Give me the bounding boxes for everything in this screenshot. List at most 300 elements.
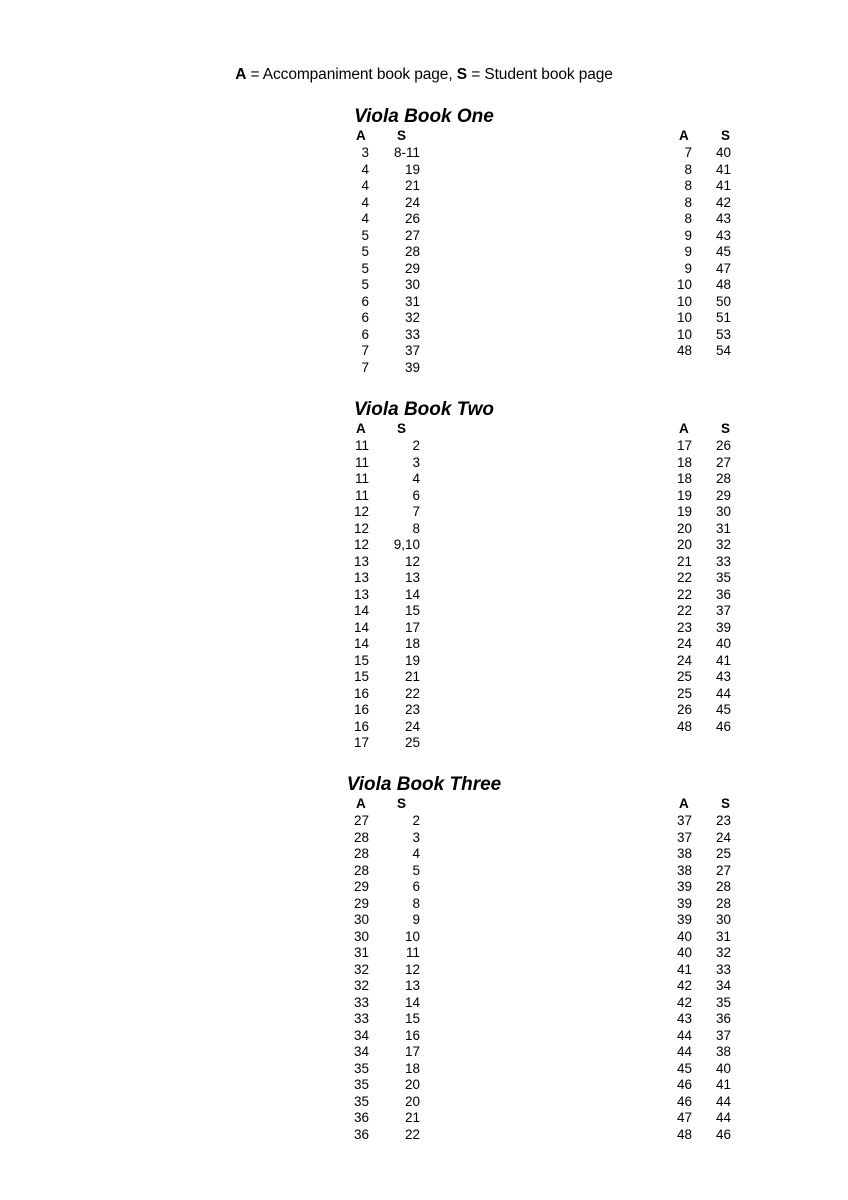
accompaniment-page-cell [114,360,369,377]
accompaniment-page: 46 [676,1093,692,1109]
legend-s-text: = Student book page [467,66,613,83]
accompaniment-page-cell [445,636,692,653]
accompaniment-header: A [356,796,366,811]
accompaniment-page: 39 [676,912,692,927]
accompaniment-page-cell [114,962,369,979]
student-page: 24 [715,829,731,845]
accompaniment-page-cell [114,1110,369,1127]
accompaniment-page: 13 [353,570,369,585]
accompaniment-page-cell [445,504,692,521]
student-page: 44 [715,1093,731,1109]
accompaniment-page: 27 [353,813,369,828]
student-page: 23 [404,702,420,717]
student-page: 4 [412,846,420,861]
accompaniment-page-cell [445,327,692,344]
student-header: S [721,128,731,143]
accompaniment-page: 7 [684,145,692,160]
student-page: 32 [404,310,420,325]
student-page: 4 [412,471,420,486]
accompaniment-page-cell [114,327,369,344]
accompaniment-page: 11 [354,471,369,486]
accompaniment-page-cell [445,1028,692,1045]
student-page: 12 [404,553,420,569]
student-page: 32 [715,945,731,960]
accompaniment-page-cell [114,813,369,830]
accompaniment-page-cell [445,719,692,736]
legend [0,66,848,84]
student-page: 24 [404,718,420,734]
student-page: 27 [715,454,731,470]
student-page: 41 [715,652,731,668]
student-page: 42 [715,194,731,210]
student-header: S [397,796,407,811]
accompaniment-page: 10 [676,293,692,309]
accompaniment-page: 13 [353,586,369,602]
student-page: 48 [715,277,731,292]
accompaniment-page-cell [445,1044,692,1061]
legend-s-key: S [456,66,467,83]
accompaniment-page-cell [445,879,692,896]
book-title: Viola Book Three [346,774,502,795]
student-page: 17 [404,1044,420,1059]
student-page: 10 [404,928,420,944]
accompaniment-page-cell [114,537,369,554]
accompaniment-page: 16 [353,718,369,734]
accompaniment-page: 37 [676,813,692,828]
accompaniment-page-cell [445,554,692,571]
accompaniment-page: 12 [353,537,369,552]
student-page: 3 [412,829,420,845]
accompaniment-page: 8 [684,194,692,210]
student-page: 51 [715,310,731,325]
student-page: 27 [404,227,420,243]
accompaniment-page-cell [114,830,369,847]
accompaniment-page-cell [114,945,369,962]
student-page: 34 [715,978,731,993]
accompaniment-page: 16 [353,685,369,701]
accompaniment-page-cell [445,830,692,847]
accompaniment-page: 10 [676,277,692,292]
student-header: S [721,421,731,436]
accompaniment-page: 8 [684,211,692,226]
accompaniment-page: 25 [676,685,692,701]
student-page: 37 [404,343,420,358]
accompaniment-page: 22 [676,586,692,602]
accompaniment-page: 43 [676,1011,692,1026]
accompaniment-page: 28 [353,846,369,861]
accompaniment-page-cell [445,471,692,488]
accompaniment-page-cell [114,178,369,195]
accompaniment-page-cell [114,636,369,653]
accompaniment-page: 8 [684,161,692,177]
student-page: 19 [404,652,420,668]
accompaniment-page: 35 [353,1060,369,1076]
student-page: 33 [715,961,731,977]
accompaniment-header: A [356,128,366,143]
accompaniment-page-cell [445,846,692,863]
accompaniment-page: 48 [676,343,692,358]
accompaniment-page-cell [445,570,692,587]
accompaniment-page-cell [445,294,692,311]
accompaniment-page-cell [445,912,692,929]
student-page: 8-11 [393,145,420,160]
student-page: 31 [715,520,731,536]
accompaniment-page: 17 [353,735,369,750]
student-page: 43 [715,669,731,684]
accompaniment-page-cell [114,702,369,719]
accompaniment-page-cell [445,261,692,278]
accompaniment-page: 19 [676,504,692,519]
accompaniment-page: 5 [361,260,369,276]
accompaniment-page: 7 [361,343,369,358]
accompaniment-page-cell [114,896,369,913]
accompaniment-page-cell [114,686,369,703]
accompaniment-page-cell [114,570,369,587]
accompaniment-page-cell [445,244,692,261]
accompaniment-page: 22 [676,603,692,618]
accompaniment-page: 20 [676,537,692,552]
accompaniment-page-cell [445,945,692,962]
accompaniment-page-cell [445,343,692,360]
student-page: 43 [715,211,731,226]
student-page: 45 [715,244,731,259]
accompaniment-page-cell [114,488,369,505]
student-page: 30 [404,277,420,292]
student-page: 40 [715,1060,731,1076]
accompaniment-page: 19 [676,487,692,503]
accompaniment-page: 12 [353,520,369,536]
accompaniment-page-cell [445,702,692,719]
student-page: 14 [404,994,420,1010]
student-page: 31 [404,293,420,309]
legend-a-key: A [235,66,247,83]
student-page: 9,10 [393,537,420,552]
accompaniment-page-cell [114,719,369,736]
accompaniment-page-cell [114,310,369,327]
book-title: Viola Book One [354,106,494,127]
accompaniment-page-cell [114,978,369,995]
student-page: 21 [404,178,420,193]
student-page: 6 [412,487,420,503]
student-page: 19 [404,161,420,177]
accompaniment-page: 14 [353,619,369,635]
accompaniment-page: 14 [353,603,369,618]
legend-a-text: = Accompaniment book page, [246,66,457,83]
accompaniment-page-cell [114,603,369,620]
accompaniment-page-cell [114,211,369,228]
accompaniment-page-cell [445,813,692,830]
accompaniment-page-cell [114,1044,369,1061]
student-page: 37 [715,1027,731,1043]
accompaniment-page: 33 [353,994,369,1010]
student-page: 22 [404,685,420,701]
accompaniment-page-cell [114,1077,369,1094]
student-header: S [397,128,407,143]
accompaniment-page-cell [445,1127,692,1144]
student-page: 37 [715,603,731,618]
accompaniment-page: 3 [361,145,369,160]
accompaniment-page-cell [114,343,369,360]
student-page: 45 [715,702,731,717]
accompaniment-page: 16 [353,702,369,717]
accompaniment-page-cell [114,438,369,455]
student-page: 54 [715,343,731,358]
student-page: 8 [412,895,420,911]
accompaniment-page-cell [114,504,369,521]
student-page: 35 [715,570,731,585]
student-page: 36 [715,1011,731,1026]
student-page: 43 [715,227,731,243]
accompaniment-page: 28 [353,829,369,845]
student-page: 25 [404,735,420,750]
accompaniment-page: 14 [353,636,369,651]
accompaniment-page-cell [114,1028,369,1045]
student-page: 41 [715,1077,731,1092]
accompaniment-page: 13 [353,553,369,569]
accompaniment-page: 12 [353,504,369,519]
student-page: 2 [412,438,420,453]
accompaniment-page-cell [114,1094,369,1111]
accompaniment-page: 37 [676,829,692,845]
accompaniment-page: 17 [676,438,692,453]
accompaniment-page-cell [445,978,692,995]
accompaniment-page: 29 [353,895,369,911]
accompaniment-page-cell [445,896,692,913]
student-page: 33 [715,553,731,569]
student-page: 50 [715,293,731,309]
accompaniment-header: A [356,421,366,436]
accompaniment-page: 30 [353,912,369,927]
accompaniment-page: 34 [353,1044,369,1059]
accompaniment-page: 21 [676,553,692,569]
student-page: 8 [412,520,420,536]
accompaniment-page: 48 [676,718,692,734]
student-page: 41 [715,178,731,193]
accompaniment-page-cell [114,587,369,604]
accompaniment-page-cell [114,1011,369,1028]
accompaniment-page-cell [445,1110,692,1127]
student-page: 11 [405,945,420,960]
student-page: 46 [715,1126,731,1142]
accompaniment-page-cell [445,537,692,554]
accompaniment-page-cell [445,438,692,455]
accompaniment-page-cell [445,686,692,703]
student-page: 20 [404,1077,420,1092]
student-page: 30 [715,504,731,519]
accompaniment-page: 31 [353,945,369,960]
accompaniment-page: 10 [676,326,692,342]
accompaniment-header: A [679,128,689,143]
accompaniment-page: 32 [353,978,369,993]
accompaniment-page: 9 [684,227,692,243]
accompaniment-page-cell [445,1061,692,1078]
accompaniment-page: 42 [676,978,692,993]
student-page: 20 [404,1093,420,1109]
student-page: 28 [404,244,420,259]
student-page: 32 [715,537,731,552]
accompaniment-page: 32 [353,961,369,977]
accompaniment-page-cell [445,162,692,179]
accompaniment-page-cell [114,162,369,179]
student-page: 3 [412,454,420,470]
accompaniment-page-cell [445,962,692,979]
accompaniment-page: 6 [361,326,369,342]
accompaniment-page-cell [114,912,369,929]
accompaniment-page: 9 [684,244,692,259]
accompaniment-page: 40 [676,928,692,944]
student-page: 47 [715,260,731,276]
accompaniment-page: 38 [676,846,692,861]
book-title: Viola Book Two [353,399,495,420]
student-page: 39 [404,359,420,375]
accompaniment-page-cell [445,669,692,686]
accompaniment-page-cell [445,587,692,604]
student-page: 23 [715,813,731,828]
student-page: 53 [715,326,731,342]
student-page: 21 [404,1110,420,1125]
accompaniment-page: 35 [353,1093,369,1109]
student-page: 31 [715,928,731,944]
student-page: 40 [715,636,731,651]
accompaniment-page-cell [445,863,692,880]
student-page: 18 [404,636,420,651]
accompaniment-page-cell [114,995,369,1012]
student-page: 2 [412,813,420,828]
accompaniment-page: 40 [676,945,692,960]
accompaniment-page: 15 [353,652,369,668]
student-page: 46 [715,718,731,734]
accompaniment-page-cell [114,669,369,686]
student-page: 6 [412,879,420,894]
accompaniment-page-cell [114,521,369,538]
accompaniment-page: 8 [684,178,692,193]
accompaniment-page: 35 [353,1077,369,1092]
accompaniment-page: 24 [676,652,692,668]
accompaniment-page-cell [114,863,369,880]
accompaniment-page: 4 [361,194,369,210]
accompaniment-page-cell [114,195,369,212]
accompaniment-header: A [679,421,689,436]
accompaniment-page-cell [445,620,692,637]
student-page: 13 [404,978,420,993]
accompaniment-page: 42 [676,994,692,1010]
student-page: 24 [404,194,420,210]
accompaniment-page: 4 [361,211,369,226]
accompaniment-page: 6 [361,310,369,325]
accompaniment-page: 7 [361,359,369,375]
student-page: 44 [715,685,731,701]
student-page: 25 [715,846,731,861]
accompaniment-page-cell [445,521,692,538]
accompaniment-page: 39 [676,879,692,894]
accompaniment-page: 34 [353,1027,369,1043]
student-header: S [397,421,407,436]
accompaniment-page: 9 [684,260,692,276]
accompaniment-page: 47 [676,1110,692,1125]
accompaniment-page-cell [445,488,692,505]
student-page: 35 [715,994,731,1010]
accompaniment-page: 11 [354,487,369,503]
accompaniment-page: 22 [676,570,692,585]
accompaniment-page-cell [114,554,369,571]
accompaniment-page-cell [114,879,369,896]
accompaniment-page-cell [114,1127,369,1144]
accompaniment-page-cell [445,603,692,620]
accompaniment-page-cell [445,929,692,946]
student-page: 38 [715,1044,731,1059]
accompaniment-page-cell [114,261,369,278]
student-page: 5 [412,862,420,878]
accompaniment-page-cell [445,228,692,245]
accompaniment-page-cell [445,277,692,294]
accompaniment-page: 39 [676,895,692,911]
accompaniment-page: 11 [354,454,369,470]
student-page: 26 [715,438,731,453]
accompaniment-page: 5 [361,227,369,243]
accompaniment-page: 46 [676,1077,692,1092]
student-page: 29 [404,260,420,276]
accompaniment-page: 24 [676,636,692,651]
accompaniment-page-cell [445,455,692,472]
accompaniment-page: 5 [361,244,369,259]
student-page: 41 [715,161,731,177]
student-page: 40 [715,145,731,160]
accompaniment-page-cell [114,145,369,162]
accompaniment-page: 45 [676,1060,692,1076]
accompaniment-page-cell [445,1077,692,1094]
student-page: 44 [715,1110,731,1125]
accompaniment-page-cell [114,228,369,245]
accompaniment-page: 18 [676,471,692,486]
accompaniment-page-cell [445,653,692,670]
accompaniment-page-cell [114,929,369,946]
accompaniment-page: 48 [676,1126,692,1142]
student-page: 18 [404,1060,420,1076]
accompaniment-page: 4 [361,161,369,177]
accompaniment-page-cell [445,310,692,327]
accompaniment-page: 6 [361,293,369,309]
accompaniment-page: 25 [676,669,692,684]
student-page: 12 [404,961,420,977]
student-page: 28 [715,879,731,894]
student-header: S [721,796,731,811]
accompaniment-page: 4 [361,178,369,193]
accompaniment-page: 10 [676,310,692,325]
accompaniment-page-cell [114,294,369,311]
accompaniment-page-cell [114,471,369,488]
student-page: 39 [715,619,731,635]
accompaniment-page: 29 [353,879,369,894]
student-page: 14 [404,586,420,602]
student-page: 33 [404,326,420,342]
accompaniment-page: 30 [353,928,369,944]
accompaniment-page-cell [445,1094,692,1111]
student-page: 17 [404,619,420,635]
accompaniment-page-cell [114,277,369,294]
accompaniment-page: 26 [676,702,692,717]
accompaniment-page: 44 [676,1027,692,1043]
student-page: 16 [404,1027,420,1043]
accompaniment-page: 5 [361,277,369,292]
student-page: 7 [412,504,420,519]
student-page: 15 [404,603,420,618]
accompaniment-page: 11 [354,438,369,453]
accompaniment-page-cell [445,195,692,212]
accompaniment-page-cell [114,244,369,261]
student-page: 9 [412,912,420,927]
student-page: 36 [715,586,731,602]
student-page: 22 [404,1126,420,1142]
